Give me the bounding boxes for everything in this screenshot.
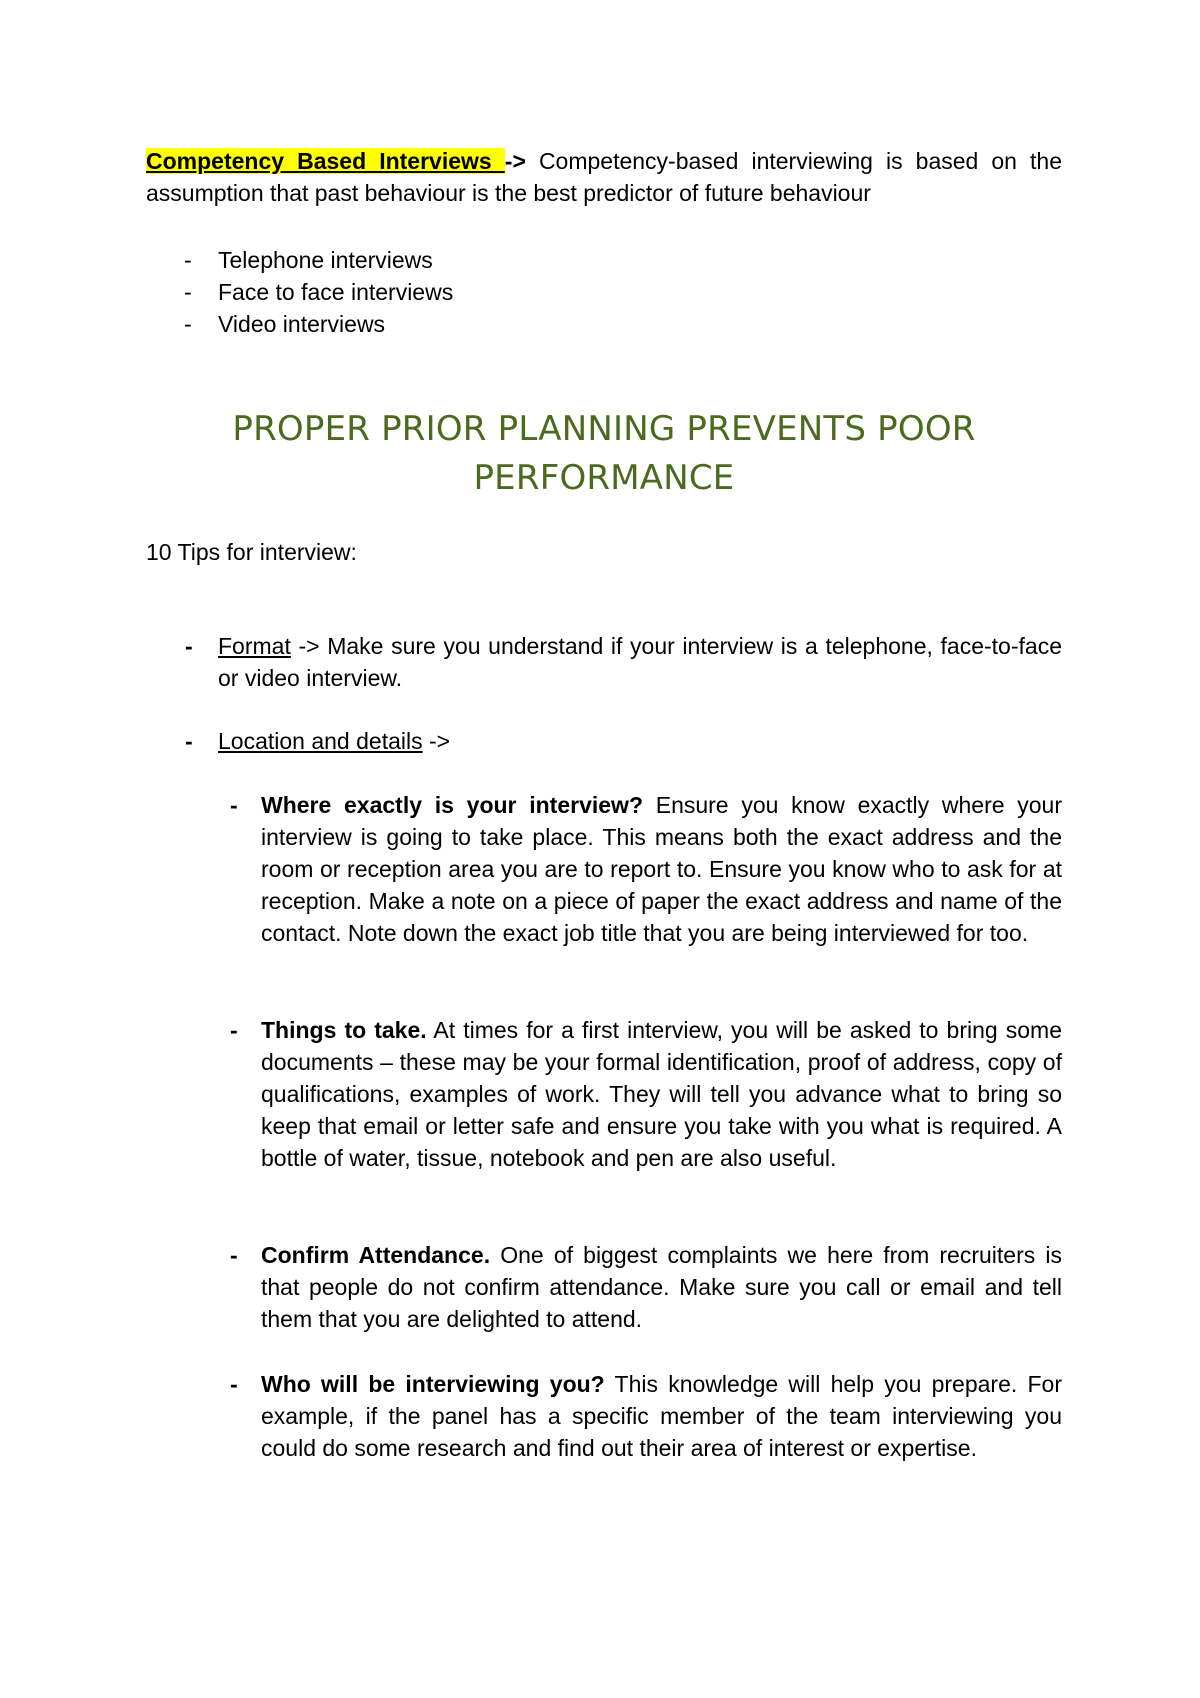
- intro-paragraph: [146, 145, 1062, 209]
- tip-where-text: Ensure you know exactly where your interview is going to take place. This means both the exact address and the room or reception area you are to report to. Ensure you know who to ask for at reception. Make a note on a piece of paper the exact address and name of the contact. Note down the exact job title that you are being interviewed for too.: [261, 792, 1062, 946]
- dash-bullet: -: [185, 633, 193, 659]
- tip-who: [230, 1368, 1062, 1464]
- tip-where: [230, 789, 1062, 949]
- tip-confirm-title: Confirm Attendance.: [261, 1242, 491, 1268]
- dash-bullet: -: [185, 728, 193, 754]
- tip-things-text: At times for a first interview, you will be asked to bring some documents – these may be your formal identification, proof of address, copy of qualifications, examples of work. They will tell you advance what to bring so keep that email or letter safe and ensure you take with you what is required. A bottle of water, tissue, notebook and pen are also useful.: [261, 1017, 1062, 1171]
- tip-location: [185, 725, 1062, 757]
- intro-heading: Competency Based Interviews: [146, 148, 505, 174]
- tip-format-text: -> Make sure you understand if your interview is a telephone, face-to-face or video interview.: [218, 633, 1062, 691]
- dash-bullet: -: [230, 1017, 238, 1043]
- tip-who-text: This knowledge will help you prepare. For example, if the panel has a specific member of the team interviewing you could do some research and find out their area of interest or expertise.: [261, 1371, 1062, 1461]
- dash-bullet: -: [184, 279, 192, 305]
- dash-bullet: -: [184, 247, 192, 273]
- dash-bullet: -: [230, 1371, 238, 1397]
- dash-bullet: -: [230, 792, 238, 818]
- tip-confirm-text: One of biggest complaints we here from recruiters is that people do not confirm attendance. Make sure you call or email and tell them that you are delighted to attend.: [261, 1242, 1062, 1332]
- dash-bullet: -: [184, 311, 192, 337]
- intro-text: Competency-based interviewing is based on the assumption that past behaviour is the best predictor of future behaviour: [146, 148, 1063, 206]
- tip-things-title: Things to take.: [261, 1017, 427, 1043]
- tip-format: [185, 630, 1062, 694]
- interview-types-list: [146, 244, 453, 340]
- tip-where-title: Where exactly is your interview?: [261, 792, 643, 818]
- tip-things: [230, 1014, 1062, 1174]
- tip-who-title: Who will be interviewing you?: [261, 1371, 605, 1397]
- list-item: - Face to face interviews: [146, 276, 453, 308]
- dash-bullet: -: [230, 1242, 238, 1268]
- tip-format-label: Format: [218, 633, 291, 659]
- tips-title: 10 Tips for interview:: [146, 539, 357, 565]
- list-item: - Telephone interviews: [146, 244, 453, 276]
- tip-location-label: Location and details: [218, 728, 423, 754]
- headline: PROPER PRIOR PLANNING PREVENTS POOR PERFORMANCE: [232, 409, 976, 498]
- list-item: - Video interviews: [146, 308, 453, 340]
- tip-location-text: ->: [422, 728, 451, 754]
- tip-confirm: [230, 1239, 1062, 1335]
- intro-arrow: ->: [504, 148, 526, 174]
